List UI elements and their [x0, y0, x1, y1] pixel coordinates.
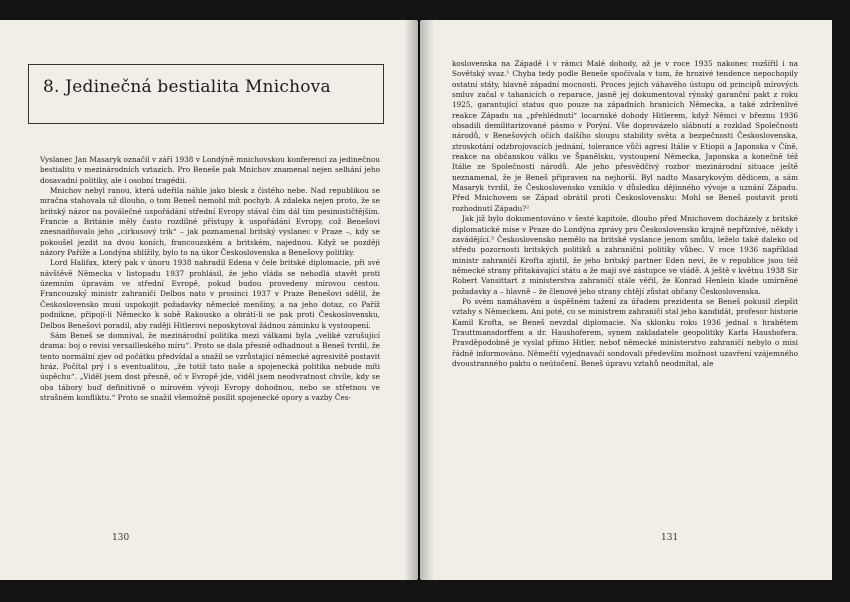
page-number-left: 130 [112, 533, 130, 543]
paragraph: Po svém namáhavém a úspěšném tažení za úřadem prezidenta se Beneš pokusil zlepšit vztahy s Německem. Ani poté, co se ministrem zahraničí stal jeho kandidát, profesor historie Kamil Krofta, se Beneš nevzdal diplomacie. Na sklonku roku 1936 jednal s hrabětem Trauttmansdorffem a dr. Haushoferem, synem zakladatele geopolitiky Karla Haushofera. Pravděpodobně je vyslal přímo Hitler, neboť německé ministerstvo zahraničí nebylo o misi řádně informováno. Němečtí vyjednavači sondovali především možnost uzavření vzájemného dvoustranného paktu o neútočení. Beneš úpravu vztahů neodmítal, ale [452, 296, 798, 368]
paragraph: koslovenska na Západě i v rámci Malé dohody, až je v roce 1935 nakonec rozšířil i na Sovětský svaz.¹ Chyba tedy podle Beneše spočívala v tom, že hrozivé tendence nepochopily ostatní státy, hlavně západní mocnosti. Proces jejich váhavého ústupu od principů mírových smluv začal v tahanicích o reparace, jasně jej dokumentoval rýnský garanční pakt z roku 1925, garantující status quo pouze na západních hranicích Německa, a také zdrženlivé reakce Západu na „přehlédnutí“ locarnské dohody Hitlerem, když Němci v březnu 1936 obsadili demilitarizované pásmo v Porýní. Vše doprovázelo slábnutí a rozklad Společnosti národů, v Benešových očích dalšího sloupu stability světa a bezpečnosti Československa, ztroskotání odzbrojovacích jednání, tolerance vůči agresi Itálie v Etiopii a Japonska v Číně, reakce na občanskou válku ve Španělsku, vystoupení Německa, Japonska a konečně též Itálie ze Společnosti národů. Ale jeho přesvědčivý rozbor mezinárodní situace ještě neznamenal, že je Beneš připraven na nejhorší. Byl nadto Masarykovým dědicem, a sám Masaryk tvrdil, že Československo vzniklo v důsledku dějinného vývoje a uznání Západu. Před Mnichovem se Západ obrátil proti Československu: Mohl se Beneš postavit proti rozhodnutí Západu?² [452, 59, 798, 213]
chapter-title-box [28, 64, 384, 124]
paragraph: Lord Halifax, který pak v únoru 1938 nahradil Edena v čele britské diplomacie, při své návštěvě Německa v listopadu 1937 prohlásil, že jeho vláda se nehodlá stavět proti územním úpravám ve střední Evropě, pokud budou provedeny mírovou cestou. Francouzský ministr zahraničí Delbos nato v prosinci 1937 v Praze Benešovi sdělil, že Československo musí uspokojit požadavky německé menšiny, a na jeho dotaz, co Paříž podnikne, připojí-li Německo k sobě Rakousko a obrátí-li se pak proti Československu, Delbos Benešovi poradil, aby raději Hitlerovi neposkytoval žádnou záminku k vystoupení. [40, 258, 380, 330]
book-gutter-left [404, 20, 420, 580]
book-gutter-right [420, 20, 434, 580]
paragraph: Jak již bylo dokumentováno v šesté kapitole, dlouho před Mnichovem docházely z britské diplomatické mise v Praze do Londýna zprávy pro Československo krajně nepříznivé, někdy i zavádějící.³ Československo nemělo na britské vyslance jenom smůlu, leželo také daleko od středu pozornosti britských politiků a zahraniční politiky vůbec. V roce 1936 například ministr zahraničí Krofta zjistil, že jeho britský partner Eden neví, že v republice jsou též německé strany přitakávající státu a že mají své zástupce ve vládě. A ještě v květnu 1938 Sir Robert Vansittart z ministerstva zahraničí stále věřil, že Konrad Henlein klade umírněné požadavky a – hlavně – že členové jeho strany chtějí zůstat občany Československa. [452, 214, 798, 296]
right-page-body [452, 59, 798, 369]
paragraph: Sám Beneš se domníval, že mezinárodní politika mezi válkami byla „veliké vzrušující drama: boj o revisi versailleského míru“. Proto se dala přesně odhadnout a Beneš tvrdil, že tento normální zjev od počátku předvídal a snažil se vzrůstající německé agresivitě postavit hráz. Počítal prý i s eventualitou, „že totiž tato naše a spojenecká politika nebude míti úspěchu“. „Viděl jsem dost přesně, oč v Evropě jde, viděl jsem neodvratnost chvíle, kdy se oba tábory buď definitivně o mírovém vývoji Evropy dohodnou, nebo se střetnou ve strašném konfliktu.“ Proto se snažil všemožně posílit spojenecké opory a vazby Čes- [40, 330, 380, 402]
paragraph: Mnichov nebyl ranou, která udeřila náhle jako blesk z čistého nebe. Nad republikou se mračna stahovala už dlouho, o tom Beneš nemohl mít pochyb. A zdaleka nejen proto, že se britský názor na poválečné uspořádání střední Evropy stával čím dál tím pesimističtějším. Francie a Británie měly často rozdílné přístupy k uspořádání Evropy, což Benešovi znesnadňovalo jeho „cirkusový trik“ – jak poznamenal britský vyslanec v Praze –, kdy se pokoušel jezdit na dvou koních, francouzském a britském, najednou. Když se později názory Paříže a Londýna sblížily, bylo to na úkor Československa a Benešovy politiky. [40, 186, 380, 258]
page-number-right: 131 [661, 533, 679, 543]
left-page-body [40, 155, 380, 403]
chapter-title: 8. Jedinečná bestialita Mnichova [43, 77, 331, 97]
paragraph: Vyslanec Jan Masaryk označil v září 1938 v Londýně mnichovskou konferenci za jedinečnou bestialitu v mezinárodních vztazích. Pro Beneše pak Mnichov znamenal nejen selhání jeho dosavadní politiky, ale i osobní tragédii. [40, 155, 380, 185]
